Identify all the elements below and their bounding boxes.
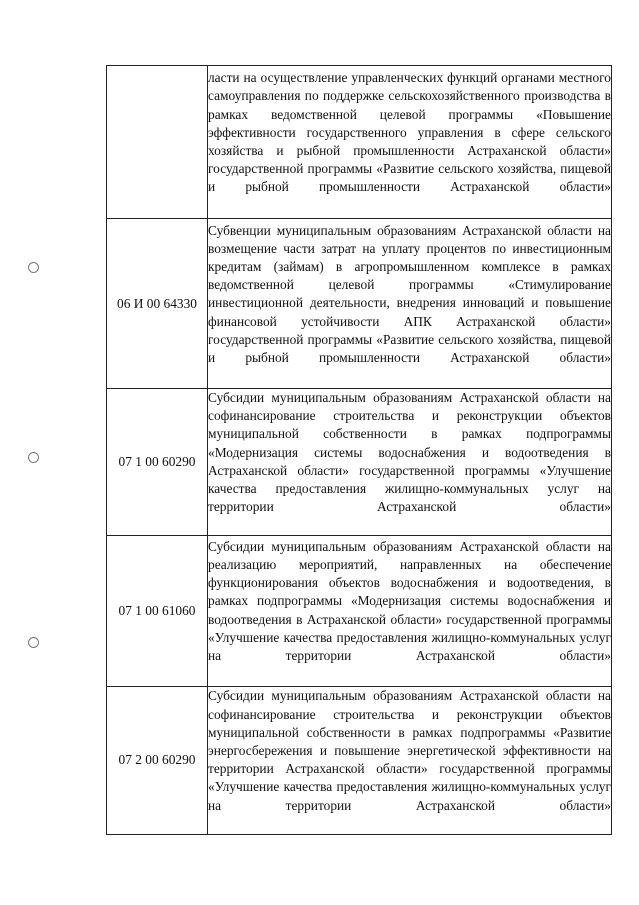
description-text: ласти на осуществление управленческих функций органами местного самоуправления по поддержке сельскохозяйственного производства в рамках ведомственной целевой программы «Повышение эффективности государственного управления в сфере сельского хозяйства и рыбной промышленности Астраханской области» государственной программы «Развитие сельского хозяйства, пищевой и рыбной промышленности Астраханской области» <box>208 70 611 195</box>
table-row <box>107 219 612 389</box>
table-row <box>107 686 612 834</box>
description-text: Субсидии муниципальным образованиям Астраханской области на реализацию мероприятий, направленных на обеспечение функционирования объектов водоснабжения и водоотведения, в рамках подпрограммы «Модернизация системы водоснабжения и водоотведения в Астраханской области» государственной программы «Улучшение качества предоставления жилищно-коммунальных услуг на территории Астраханской области» <box>208 538 611 664</box>
table-row <box>107 535 612 686</box>
code-cell: 07 1 00 60290 <box>107 389 208 536</box>
description-cell <box>208 389 612 536</box>
description-cell <box>208 535 612 686</box>
table-row <box>107 66 612 219</box>
budget-classification-table <box>106 65 612 835</box>
binder-hole-2 <box>28 452 39 463</box>
code-cell <box>107 66 208 219</box>
description-text: Субвенции муниципальным образованиям Астраханской области на возмещение части затрат на уплату процентов по инвестиционным кредитам (займам) в агропромышленном комплексе в рамках ведомственной целевой программы «Стимулирование инвестиционной деятельности, внедрения инноваций и повышение финансовой устойчивости АПК Астраханской области» государственной программы «Развитие сельского хозяйства, пищевой и рыбной промышленности Астраханской области» <box>208 222 611 365</box>
description-cell <box>208 219 612 389</box>
description-text: Субсидии муниципальным образованиям Астраханской области на софинансирование строительства и реконструкции объектов муниципальной собственности в рамках подпрограммы «Модернизация системы водоснабжения и водоотведения в Астраханской области» государственной программы «Улучшение качества предоставления жилищно-коммунальных услуг на территории Астраханской области» <box>208 390 611 515</box>
description-cell <box>208 66 612 219</box>
code-cell: 06 И 00 64330 <box>107 219 208 389</box>
binder-hole-3 <box>28 637 39 648</box>
code-cell: 07 1 00 61060 <box>107 535 208 686</box>
table-row <box>107 389 612 536</box>
description-text: Субсидии муниципальным образованиям Астраханской области на софинансирование строительства и реконструкции объектов муниципальной собственности в рамках подпрограммы «Развитие энергосбережения и повышение энергетической эффективности на территории Астраханской области» государственной программы «Улучшение качества предоставления жилищно-коммунальных услуг на территории Астраханской области» <box>208 688 611 813</box>
binder-hole-1 <box>28 262 39 273</box>
description-cell <box>208 686 612 834</box>
code-cell: 07 2 00 60290 <box>107 686 208 834</box>
